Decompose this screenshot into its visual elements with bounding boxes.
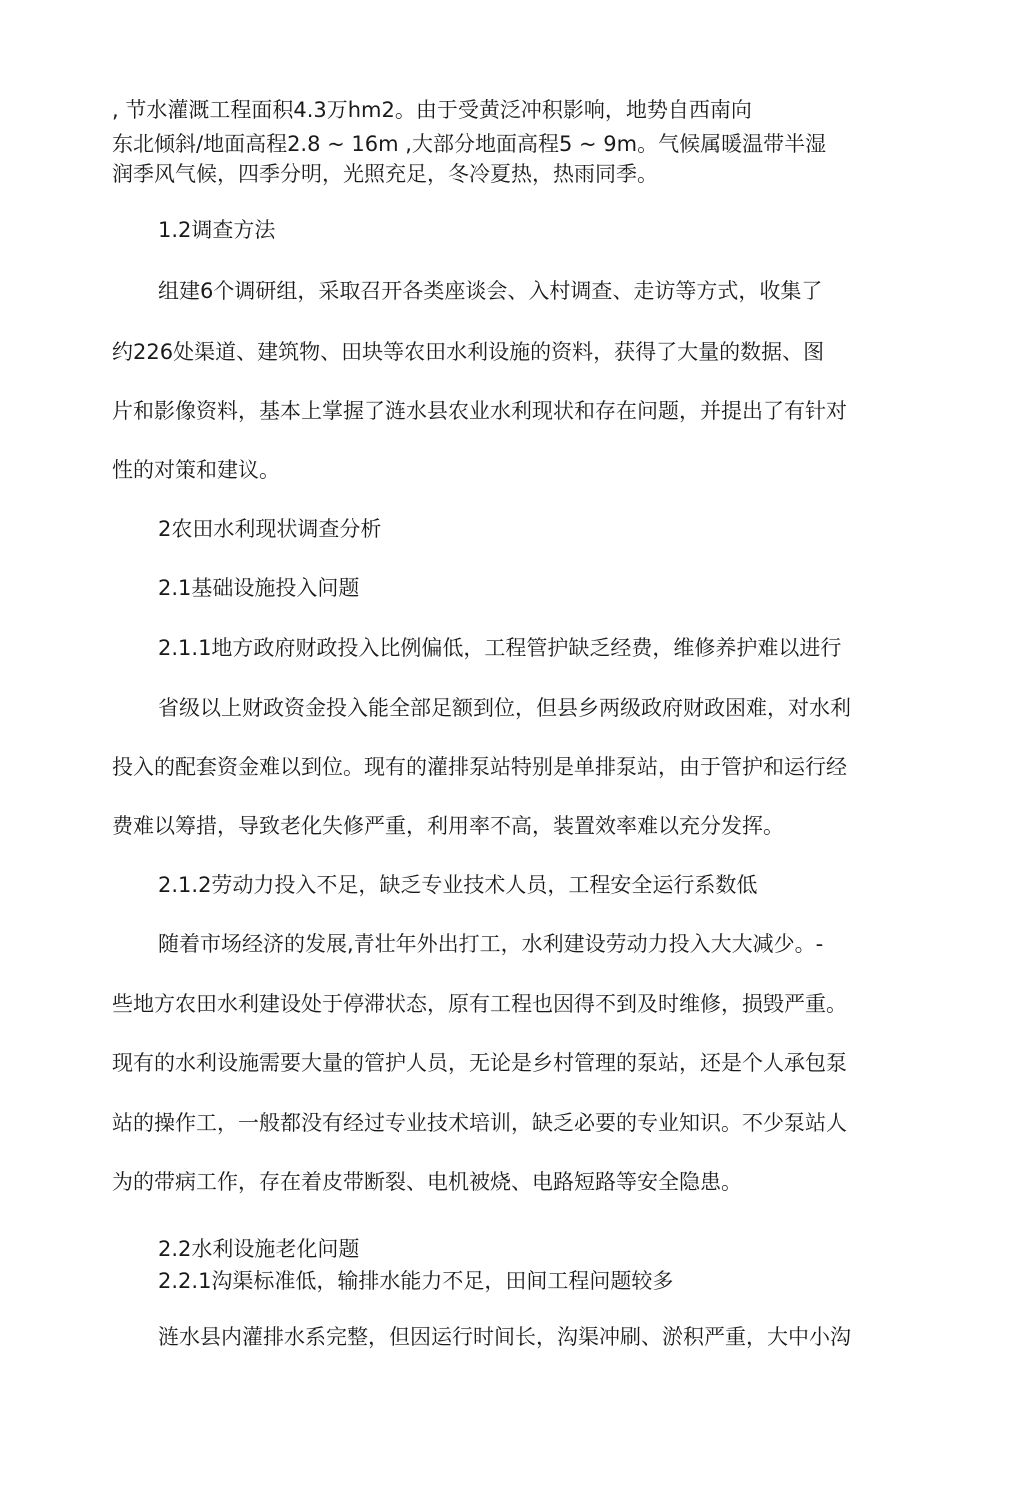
paragraph-line: 为的带病工作，存在着皮带断裂、电机被烧、电路短路等安全隐患。: [112, 1170, 742, 1194]
paragraph-line: 东北倾斜/地面高程2.8 ~ 16m ,大部分地面高程5 ~ 9m。气候属暖温带半湿: [112, 132, 827, 156]
paragraph-line: 些地方农田水利建设处于停滞状态，原有工程也因得不到及时维修，损毁严重。: [112, 992, 847, 1016]
section-heading: 2.2.1沟渠标准低，输排水能力不足，田间工程问题较多: [158, 1269, 674, 1293]
section-heading: 2.1基础设施投入问题: [158, 576, 360, 600]
section-heading: 2.1.2劳动力投入不足，缺乏专业技术人员，工程安全运行系数低: [158, 873, 758, 897]
paragraph-line: 省级以上财政资金投入能全部足额到位，但县乡两级政府财政困难，对水利: [158, 696, 851, 720]
paragraph-line: 涟水县内灌排水系完整，但因运行时间长，沟渠冲刷、淤积严重，大中小沟: [158, 1325, 851, 1349]
paragraph-line: 性的对策和建议。: [112, 458, 280, 482]
paragraph-line: 费难以筹措，导致老化失修严重，利用率不高，装置效率难以充分发挥。: [112, 814, 784, 838]
section-heading: 2农田水利现状调查分析: [158, 517, 382, 541]
paragraph-line: 约226处渠道、建筑物、田块等农田水利设施的资料，获得了大量的数据、图: [112, 340, 825, 364]
paragraph-line: 现有的水利设施需要大量的管护人员，无论是乡村管理的泵站，还是个人承包泵: [112, 1051, 847, 1075]
paragraph-line: 投入的配套资金难以到位。现有的灌排泵站特别是单排泵站，由于管护和运行经: [112, 755, 847, 779]
paragraph-line: 组建6个调研组，采取召开各类座谈会、入村调查、走访等方式，收集了: [158, 279, 823, 303]
section-heading: 1.2调查方法: [158, 218, 276, 242]
section-heading: 2.2水利设施老化问题: [158, 1237, 360, 1261]
paragraph-line: 随着市场经济的发展,青壮年外出打工，水利建设劳动力投入大大减少。-: [158, 932, 824, 956]
section-heading: 2.1.1地方政府财政投入比例偏低，工程管护缺乏经费，维修养护难以进行: [158, 636, 842, 660]
paragraph-line: 站的操作工，一般都没有经过专业技术培训，缺乏必要的专业知识。不少泵站人: [112, 1111, 847, 1135]
paragraph-line: , 节水灌溉工程面积4.3万hm2。由于受黄泛冲积影响，地势自西南向: [112, 98, 752, 122]
paragraph-line: 片和影像资料，基本上掌握了涟水县农业水利现状和存在问题，并提出了有针对: [112, 399, 847, 423]
paragraph-line: 润季风气候，四季分明，光照充足，冬冷夏热，热雨同季。: [112, 162, 658, 186]
